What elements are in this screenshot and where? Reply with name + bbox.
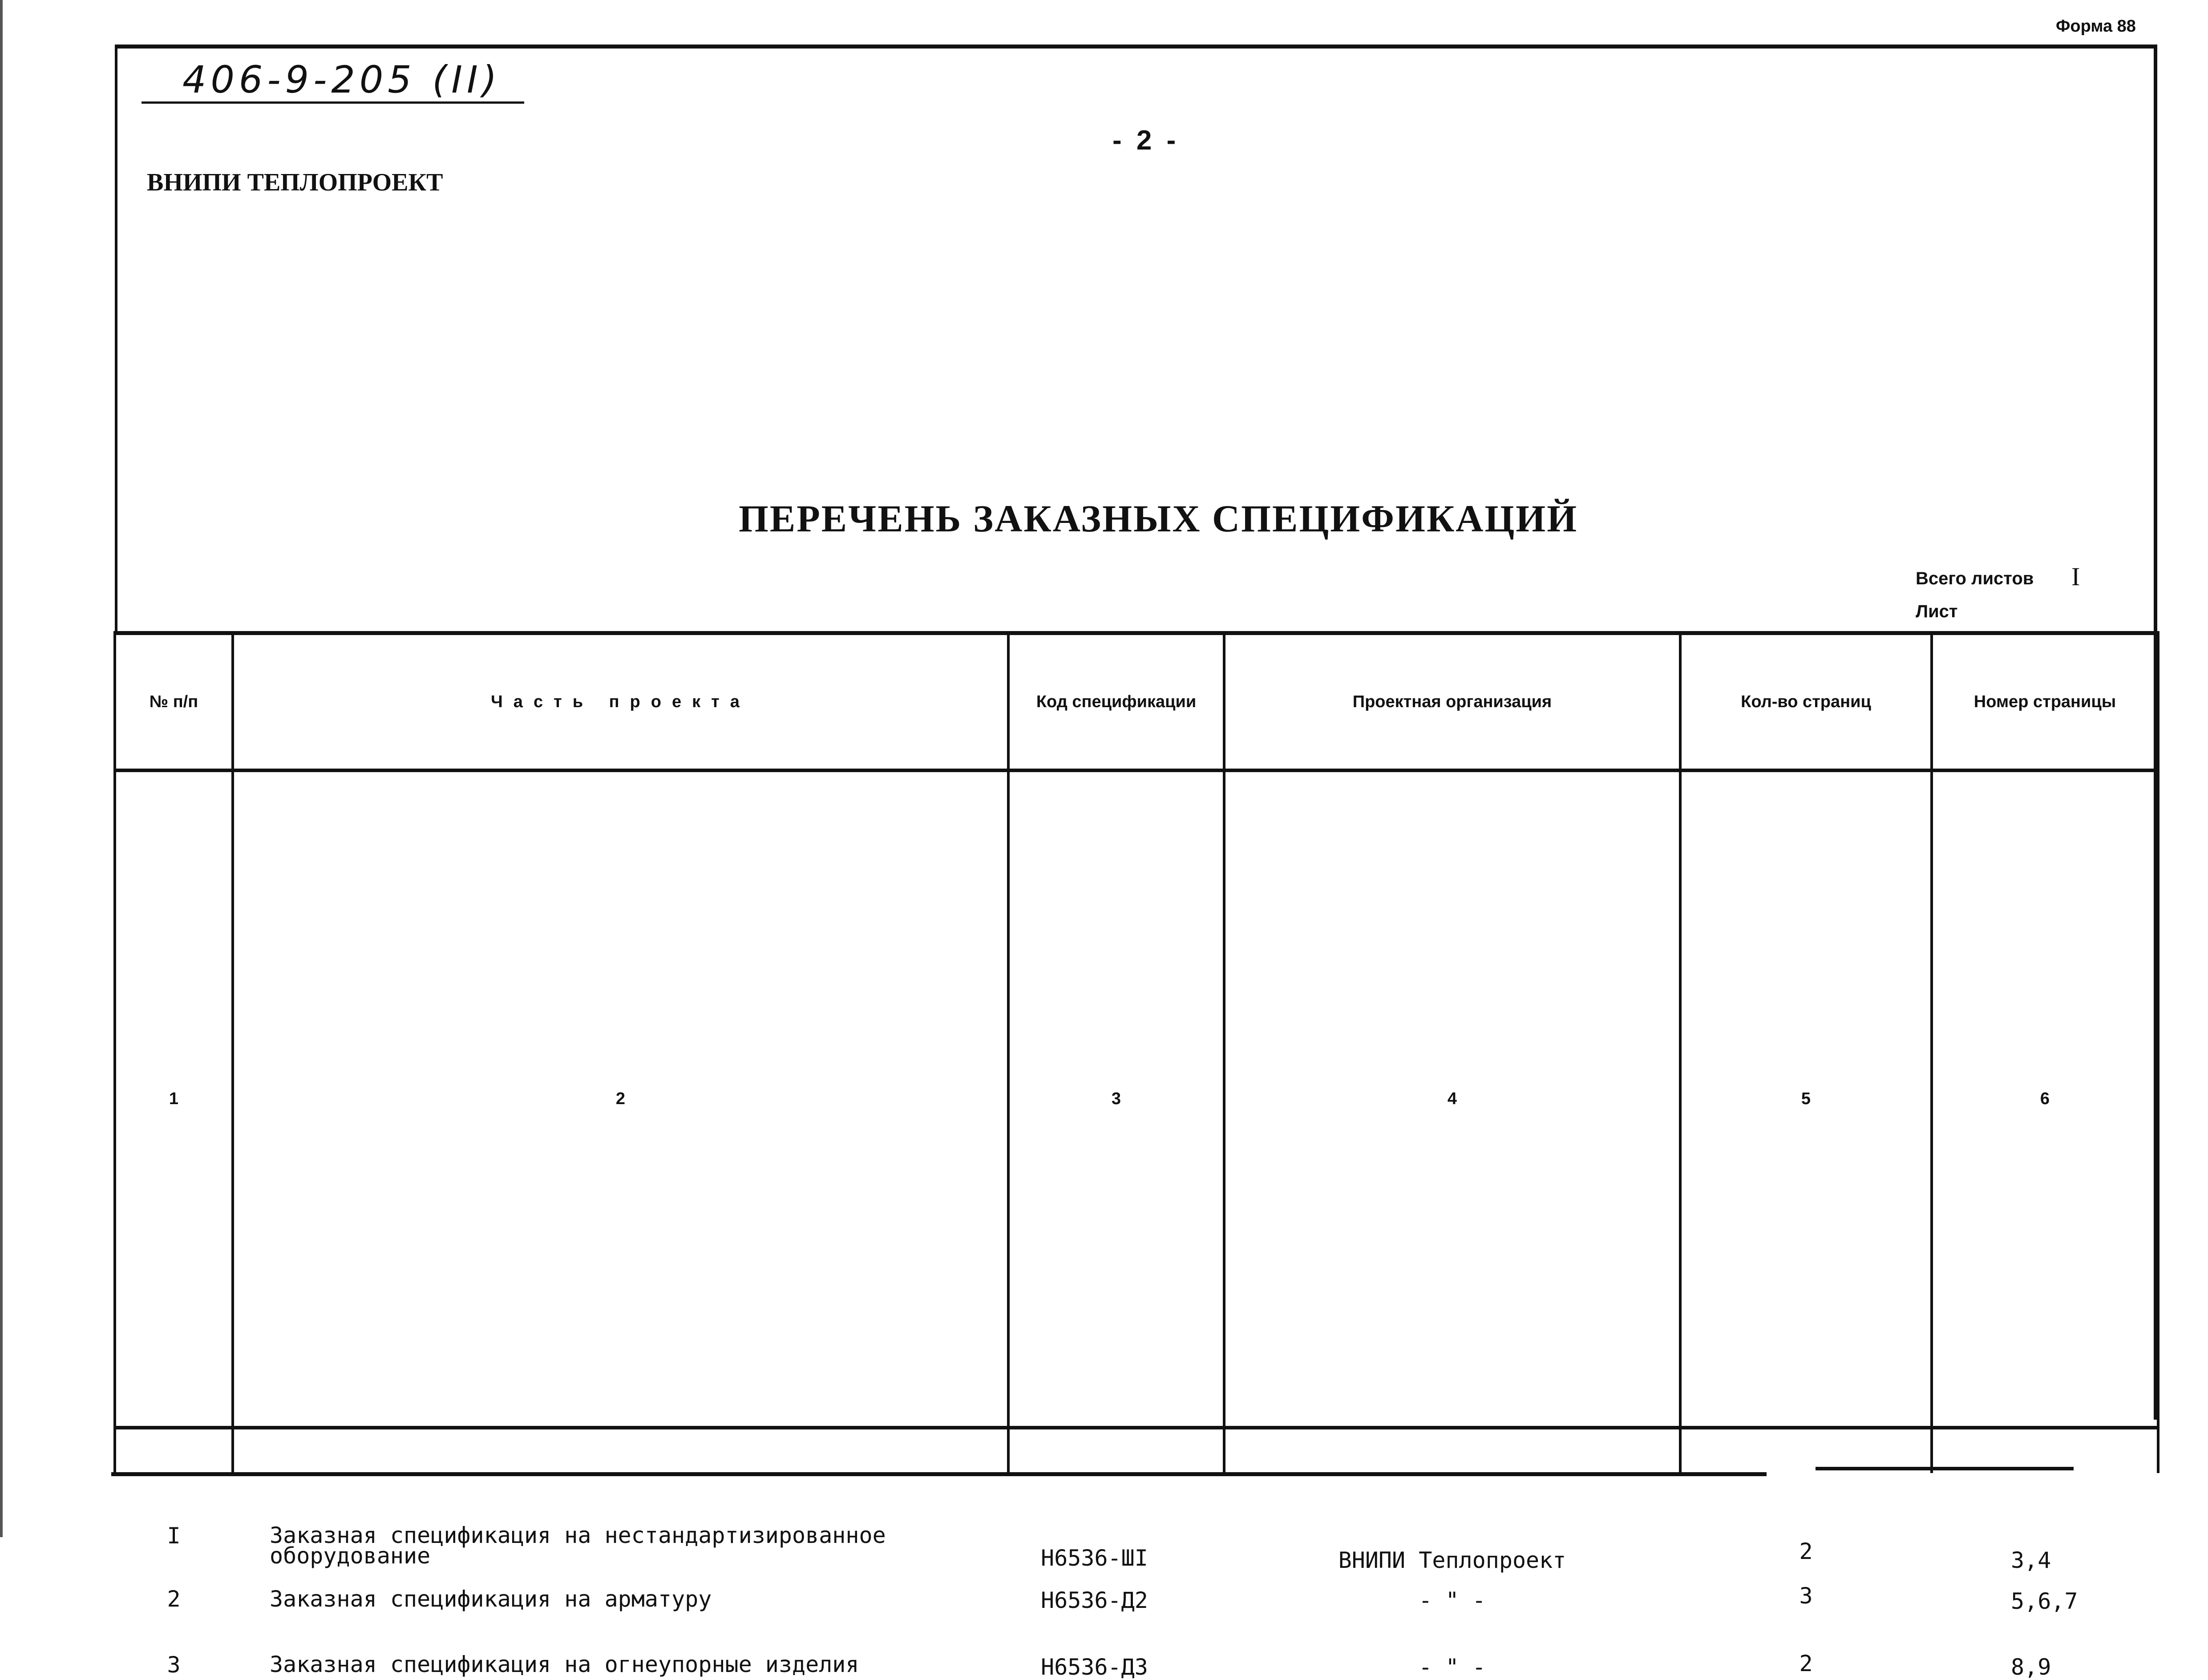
header-project-part: Часть проекта bbox=[233, 633, 1008, 771]
form-number: Форма 88 bbox=[2056, 17, 2136, 36]
row-1-number: I bbox=[167, 1523, 181, 1549]
row-2-number: 2 bbox=[167, 1586, 181, 1612]
document-number-underline bbox=[142, 101, 524, 104]
row-3-spec-code: Н6536-Д3 bbox=[1041, 1654, 1148, 1680]
row-2-page-count: 3 bbox=[1799, 1583, 1813, 1609]
row-2-page-numbers: 5,6,7 bbox=[2011, 1588, 2078, 1615]
column-number-3: 3 bbox=[1008, 770, 1224, 1428]
frame-bottom-border-segment bbox=[1816, 1467, 2074, 1470]
header-spec-code: Код спецификации bbox=[1008, 633, 1224, 771]
row-1-page-count: 2 bbox=[1799, 1538, 1813, 1565]
row-3-project-part: Заказная спецификация на огнеупорные изделия bbox=[270, 1652, 859, 1678]
column-number-6: 6 bbox=[1932, 770, 2158, 1428]
row-1-page-numbers: 3,4 bbox=[2011, 1547, 2051, 1574]
column-number-2: 2 bbox=[233, 770, 1008, 1428]
row-3-page-count: 2 bbox=[1799, 1651, 1813, 1677]
row-3-page-numbers: 8,9 bbox=[2011, 1654, 2051, 1680]
header-number: № п/п bbox=[115, 633, 233, 771]
frame-bottom-border bbox=[111, 1472, 1767, 1476]
document-title: ПЕРЕЧЕНЬ ЗАКАЗНЫХ СПЕЦИФИКАЦИЙ bbox=[739, 497, 1578, 540]
row-3-number: 3 bbox=[167, 1652, 181, 1678]
total-sheets-value: I bbox=[2071, 562, 2080, 591]
document-number: 406-9-205 (II) bbox=[182, 58, 501, 101]
column-number-5: 5 bbox=[1680, 770, 1932, 1428]
sheet-label: Лист bbox=[1916, 602, 1958, 621]
row-2-project-part: Заказная спецификация на арматуру bbox=[270, 1586, 712, 1612]
column-number-1: 1 bbox=[115, 770, 233, 1428]
header-page-numbers: Номер страницы bbox=[1932, 633, 2158, 771]
frame-top-border bbox=[115, 45, 2157, 49]
row-1-spec-code: Н6536-ШI bbox=[1041, 1545, 1148, 1571]
header-design-organization: Проектная организация bbox=[1224, 633, 1680, 771]
page-edge bbox=[0, 0, 3, 1537]
column-number-4: 4 bbox=[1224, 770, 1680, 1428]
row-1-project-part: Заказная спецификация на нестандартизированное оборудование bbox=[270, 1522, 886, 1569]
row-1-organization: ВНИПИ Теплопроект bbox=[1338, 1547, 1566, 1574]
total-sheets-label: Всего листов bbox=[1916, 569, 2034, 588]
row-2-spec-code: Н6536-Д2 bbox=[1041, 1587, 1148, 1614]
row-3-organization: - " - bbox=[1419, 1654, 1486, 1680]
row-2-organization: - " - bbox=[1419, 1587, 1486, 1614]
table-body bbox=[115, 1428, 2158, 1473]
page-marker: - 2 - bbox=[1112, 125, 1180, 156]
frame-left-border bbox=[115, 45, 117, 632]
organization-name: ВНИПИ ТЕПЛОПРОЕКТ bbox=[147, 169, 443, 196]
header-page-count: Кол-во страниц bbox=[1680, 633, 1932, 771]
specifications-table bbox=[113, 631, 2159, 1680]
